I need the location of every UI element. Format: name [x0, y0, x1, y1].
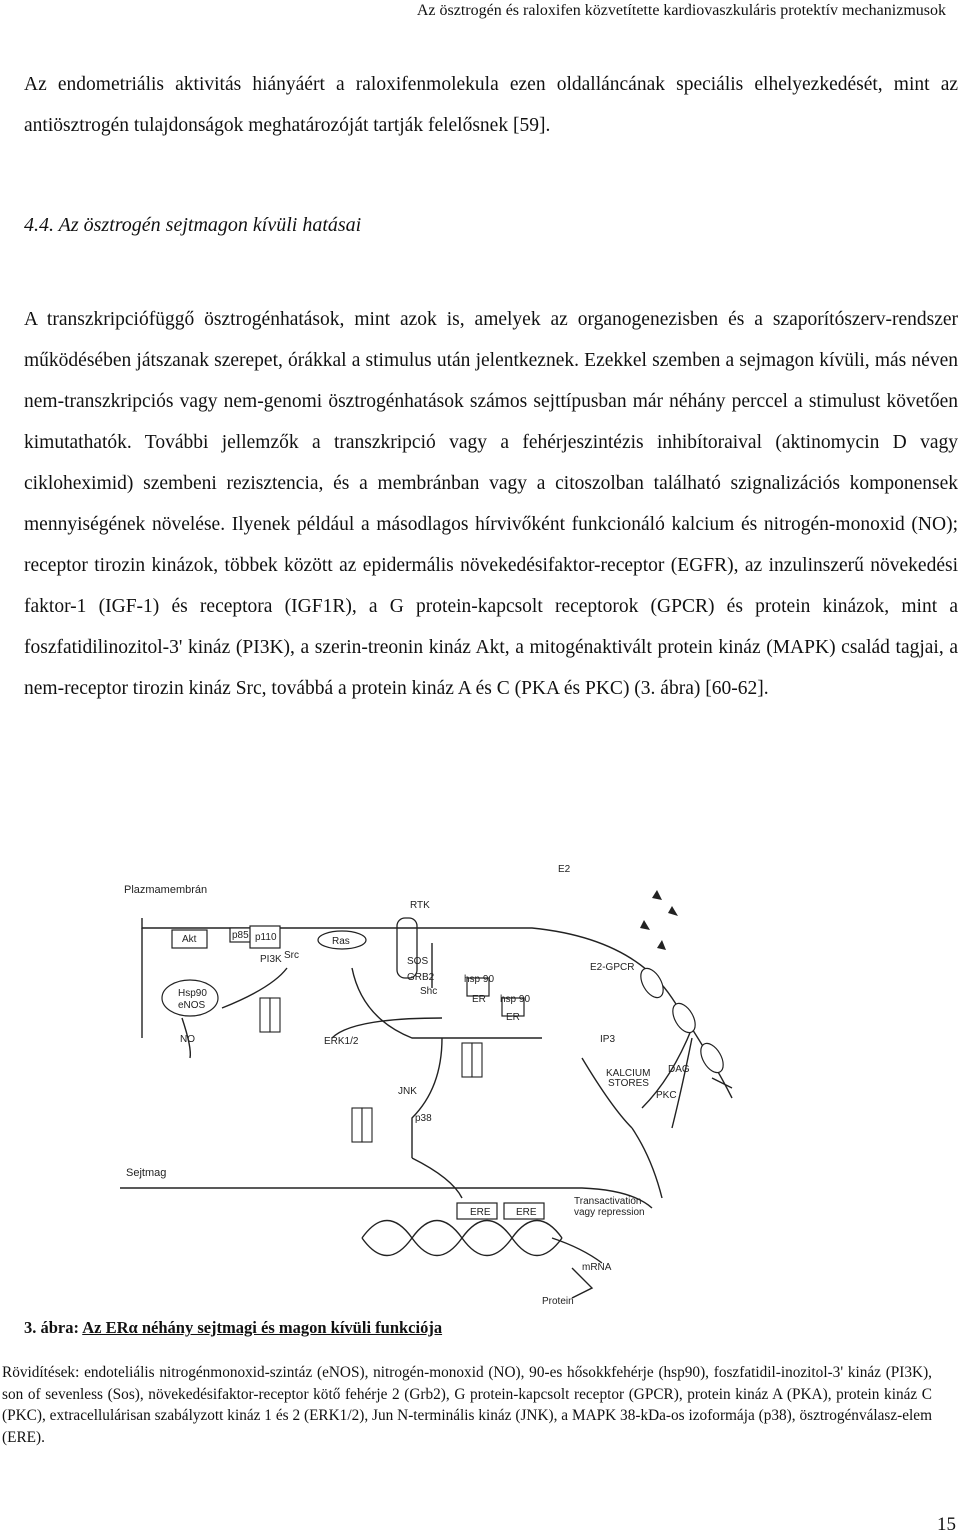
label-dag: DAG	[668, 1064, 690, 1075]
label-er-1: ER	[472, 994, 486, 1005]
e2-ligand-icon	[640, 890, 678, 950]
nuclear-membrane	[120, 1188, 652, 1208]
label-e2: E2	[558, 864, 571, 875]
abbreviations-paragraph: Rövidítések: endoteliális nitrogénmonoxid-szintáz (eNOS), nitrogén-monoxid (NO), 90-es hősokkfehérje (hsp90), foszfatidil-inozitol-3' kináz (PI3K), son of sevenless (Sos), növekedésifaktor-receptor kötő fehérje 2 (Grb2), G protein-kapcsolt receptor (GPCR), protein kináz A (PKA), protein kináz C (PKC), extracellulárisan szabályzott kináz 1 és 2 (ERK1/2), Jun N-terminális kináz (JNK), a MAPK 38-kDa-os izoformája (p38), ösztrogénválasz-elem (ERE).	[2, 1364, 932, 1446]
section-heading: 4.4. Az ösztrogén sejtmagon kívüli hatásai	[24, 214, 362, 236]
label-protein: Protein	[542, 1296, 574, 1307]
signaling-diagram	[112, 858, 938, 1316]
label-transactivation-1: Transactivation	[574, 1196, 642, 1207]
label-transactivation-2: vagy repression	[574, 1207, 645, 1218]
label-ere-2: ERE	[516, 1207, 537, 1218]
label-mrna: mRNA	[582, 1262, 612, 1273]
label-enos: eNOS	[178, 1000, 206, 1011]
label-hsp90-enos: Hsp90	[178, 988, 207, 999]
label-src-1: Src	[284, 950, 299, 961]
paragraph-1: Az endometriális aktivitás hiányáért a raloxifenmolekula ezen oldalláncának speciális elhelyezkedését, mint az antiösztrogén tulajdonságok meghatározóját tartják felelősnek [59].	[24, 74, 958, 136]
label-no: NO	[180, 1034, 195, 1045]
label-erk: ERK1/2	[324, 1036, 359, 1047]
label-e2-gpcr: E2-GPCR	[590, 962, 635, 973]
gpcr-oval-3	[696, 1040, 728, 1077]
running-header: Az ösztrogén és raloxifen közvetítette kardiovaszkuláris protektív mechanizmusok	[416, 2, 946, 19]
label-rtk: RTK	[410, 900, 430, 911]
figure-3	[112, 858, 938, 1316]
gpcr-oval-1	[636, 965, 668, 1002]
gpcr-oval-2	[668, 1000, 700, 1037]
label-grb2: GRB2	[407, 972, 435, 983]
label-sejtmag: Sejtmag	[126, 1167, 167, 1179]
label-calcium-2: STORES	[608, 1078, 649, 1089]
label-ere-1: ERE	[470, 1207, 491, 1218]
label-hsp90-2: hsp 90	[500, 994, 531, 1005]
label-plazmamembran: Plazmamembrán	[124, 884, 208, 896]
label-sos: SOS	[407, 956, 429, 967]
label-pi3k: PI3K	[260, 954, 282, 965]
figure-caption	[24, 1318, 442, 1338]
label-ip3: IP3	[600, 1034, 616, 1045]
label-hsp90-1: hsp 90	[464, 974, 495, 985]
caption-number: 3. ábra:	[24, 1318, 79, 1337]
label-pkc: PKC	[656, 1090, 677, 1101]
paragraph-2: A transzkripciófüggő ösztrogénhatások, mint azok is, amelyek az organogenezisben és a szaporítószerv-rendszer működésében játszanak szerepet, órákkal a stimulus után jelentkeznek. Ezekkel szemben a sejmagon kívüli, más néven nem-transzkripciós vagy nem-genomi ösztrogénhatások számos sejttípusban már néhány perccel a stimulust követően kimutathatók. További jellemzők a transzkripció vagy a fehérjeszintézis inhibítoraival (aktinomycin D vagy cikloheximid) szembeni rezisztencia, és a membránban vagy a citoszolban található szignalizációs komponensek mennyiségének növelése. Ilyenek például a másodlagos hírvivőként funkcionáló kalcium és nitrogén-monoxid (NO); receptor tirozin kinázok, többek között az epidermális növekedésifaktor-receptor (EGFR), az inzulinszerű növekedési faktor-1 (IGF-1) és receptora (IGF1R), a G protein-kapcsolt receptorok (GPCR) és protein kinázok, mint a foszfatidilinozitol-3' kináz (PI3K), a szerin-treonin kináz Akt, a mitogénaktivált protein kináz (MAPK) család tagjai, a nem-receptor tirozin kináz Src, továbbá a protein kináz A és C (PKA és PKC) (3. ábra) [60-62].	[24, 309, 958, 699]
label-akt: Akt	[182, 934, 197, 945]
page-number: 15	[937, 1514, 956, 1535]
label-calcium-1: KALCIUM	[606, 1068, 651, 1079]
label-p85: p85	[232, 930, 249, 941]
label-p110: p110	[255, 932, 277, 943]
label-p38: p38	[415, 1113, 432, 1124]
rtk-receptor-icon	[397, 918, 417, 978]
label-shc: Shc	[420, 986, 438, 997]
label-er-2: ER	[506, 1012, 520, 1023]
caption-title: Az ERα néhány sejtmagi és magon kívüli funkciója	[82, 1318, 443, 1337]
label-ras: Ras	[332, 936, 350, 947]
label-jnk: JNK	[398, 1086, 417, 1097]
